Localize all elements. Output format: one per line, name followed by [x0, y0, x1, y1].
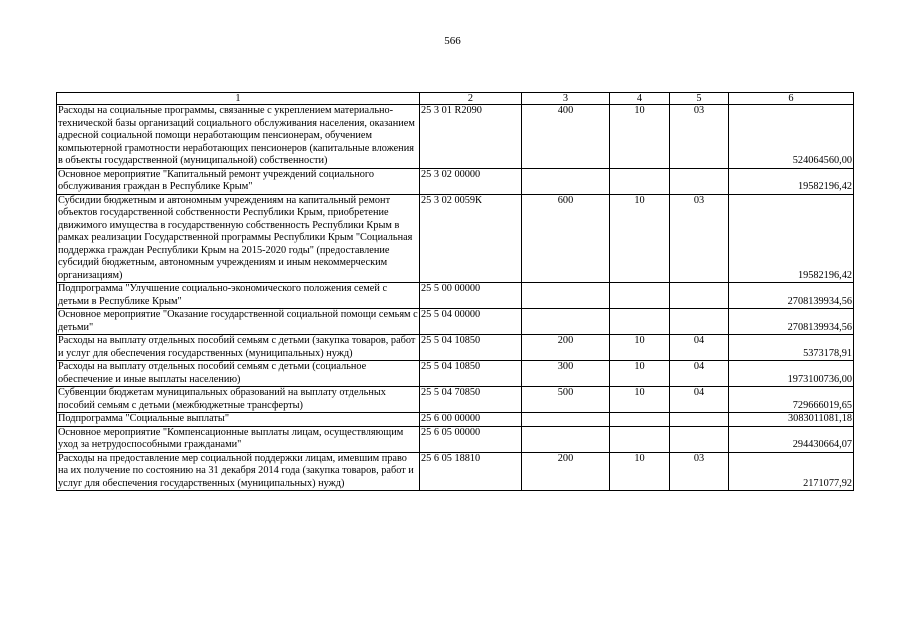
row-amount: 19582196,42: [729, 168, 854, 194]
budget-table: [56, 92, 854, 491]
row-subsection: 03: [670, 105, 729, 169]
row-expense-type: [522, 309, 610, 335]
row-amount: 2171077,92: [729, 452, 854, 491]
table-row: [57, 387, 854, 413]
page-number: 566: [444, 35, 461, 47]
row-section: [610, 426, 670, 452]
row-amount: 19582196,42: [729, 194, 854, 283]
header-cell-3: 3: [522, 93, 610, 105]
row-section: [610, 413, 670, 427]
row-expense-type: 400: [522, 105, 610, 169]
row-name: Расходы на социальные программы, связанные с укреплением материально-технической базы организаций социального обслуживания населения, оказанием адресной социальной помощи неработающим пенсионерам, обучением компьютерной грамотности неработающих пенсионеров (капитальные вложения в объекты государственной (муниципальной) собственности): [57, 105, 420, 169]
row-subsection: [670, 168, 729, 194]
row-expense-type: [522, 426, 610, 452]
row-amount: 2708139934,56: [729, 309, 854, 335]
row-section: 10: [610, 361, 670, 387]
row-code: 25 3 02 0059К: [420, 194, 522, 283]
row-name: Субсидии бюджетным и автономным учреждениям на капитальный ремонт объектов государственной собственности Республики Крым, приобретение движимого имущества в государственную собственность Республики Крым в рамках реализации Государственной программы Республики Крым "Социальная поддержка граждан Республики Крым на 2015-2020 годы" (предоставление субсидий бюджетным, автономным учреждениям и иным некоммерческим организациям): [57, 194, 420, 283]
row-section: 10: [610, 335, 670, 361]
row-subsection: [670, 283, 729, 309]
row-expense-type: [522, 283, 610, 309]
row-name: Подпрограмма "Социальные выплаты": [57, 413, 420, 427]
row-section: [610, 283, 670, 309]
header-cell-1: 1: [57, 93, 420, 105]
row-subsection: [670, 426, 729, 452]
header-cell-6: 6: [729, 93, 854, 105]
row-section: 10: [610, 194, 670, 283]
header-row: [57, 93, 854, 105]
table-row: [57, 168, 854, 194]
table-row: [57, 361, 854, 387]
row-expense-type: [522, 413, 610, 427]
table-row: [57, 452, 854, 491]
table-row: [57, 283, 854, 309]
row-name: Расходы на выплату отдельных пособий семьям с детьми (социальное обеспечение и иные выплаты населению): [57, 361, 420, 387]
row-subsection: 03: [670, 452, 729, 491]
table-row: [57, 194, 854, 283]
table-row: [57, 105, 854, 169]
row-expense-type: 200: [522, 452, 610, 491]
table-row: [57, 309, 854, 335]
row-name: Основное мероприятие "Оказание государственной социальной помощи семьям с детьми": [58, 309, 418, 333]
row-expense-type: 500: [522, 387, 610, 413]
row-code: 25 5 04 10850: [420, 335, 522, 361]
row-name: Субвенции бюджетам муниципальных образований на выплату отдельных пособий семьям с детьми (межбюджетные трансферты): [57, 387, 420, 413]
row-amount: 3083011081,18: [729, 413, 854, 427]
row-subsection: [670, 413, 729, 427]
row-amount: 294430664,07: [729, 426, 854, 452]
row-subsection: [670, 309, 729, 335]
row-amount: 524064560,00: [729, 105, 854, 169]
row-section: [610, 168, 670, 194]
row-code: 25 3 01 R2090: [420, 105, 522, 169]
row-code: 25 5 04 00000: [420, 309, 522, 335]
row-section: 10: [610, 452, 670, 491]
row-subsection: 03: [670, 194, 729, 283]
row-subsection: 04: [670, 335, 729, 361]
row-amount: 729666019,65: [729, 387, 854, 413]
table-row: [57, 413, 854, 427]
row-code: 25 6 05 00000: [420, 426, 522, 452]
row-subsection: 04: [670, 387, 729, 413]
row-expense-type: 600: [522, 194, 610, 283]
row-name: Расходы на предоставление мер социальной поддержки лицам, имевшим право на их получение по состоянию на 31 декабря 2014 года (закупка товаров, работ и услуг для обеспечения государственных (муниципальных) нужд): [57, 452, 420, 491]
row-section: 10: [610, 105, 670, 169]
row-expense-type: 200: [522, 335, 610, 361]
row-name: Подпрограмма "Улучшение социально-экономического положения семей с детьми в Республике Крым": [57, 283, 420, 309]
row-code: 25 5 04 70850: [420, 387, 522, 413]
row-code: 25 3 02 00000: [420, 168, 522, 194]
row-section: 10: [610, 387, 670, 413]
row-section: [610, 309, 670, 335]
table-row: [57, 335, 854, 361]
row-subsection: 04: [670, 361, 729, 387]
table-row: [57, 426, 854, 452]
row-amount: 1973100736,00: [729, 361, 854, 387]
row-name: Основное мероприятие "Капитальный ремонт учреждений социального обслуживания граждан в Республике Крым": [57, 168, 420, 194]
row-expense-type: 300: [522, 361, 610, 387]
row-code: 25 5 04 10850: [420, 361, 522, 387]
row-name: Основное мероприятие "Компенсационные выплаты лицам, осуществляющим уход за нетрудоспособными гражданами": [57, 426, 420, 452]
row-code: 25 5 00 00000: [420, 283, 522, 309]
row-code: 25 6 00 00000: [420, 413, 522, 427]
row-expense-type: [522, 168, 610, 194]
row-amount: 2708139934,56: [729, 283, 854, 309]
header-cell-2: 2: [420, 93, 522, 105]
header-cell-4: 4: [610, 93, 670, 105]
row-code: 25 6 05 18810: [420, 452, 522, 491]
row-name: Расходы на выплату отдельных пособий семьям с детьми (закупка товаров, работ и услуг для обеспечения государственных (муниципальных) нужд): [57, 335, 420, 361]
header-cell-5: 5: [670, 93, 729, 105]
row-amount: 5373178,91: [729, 335, 854, 361]
